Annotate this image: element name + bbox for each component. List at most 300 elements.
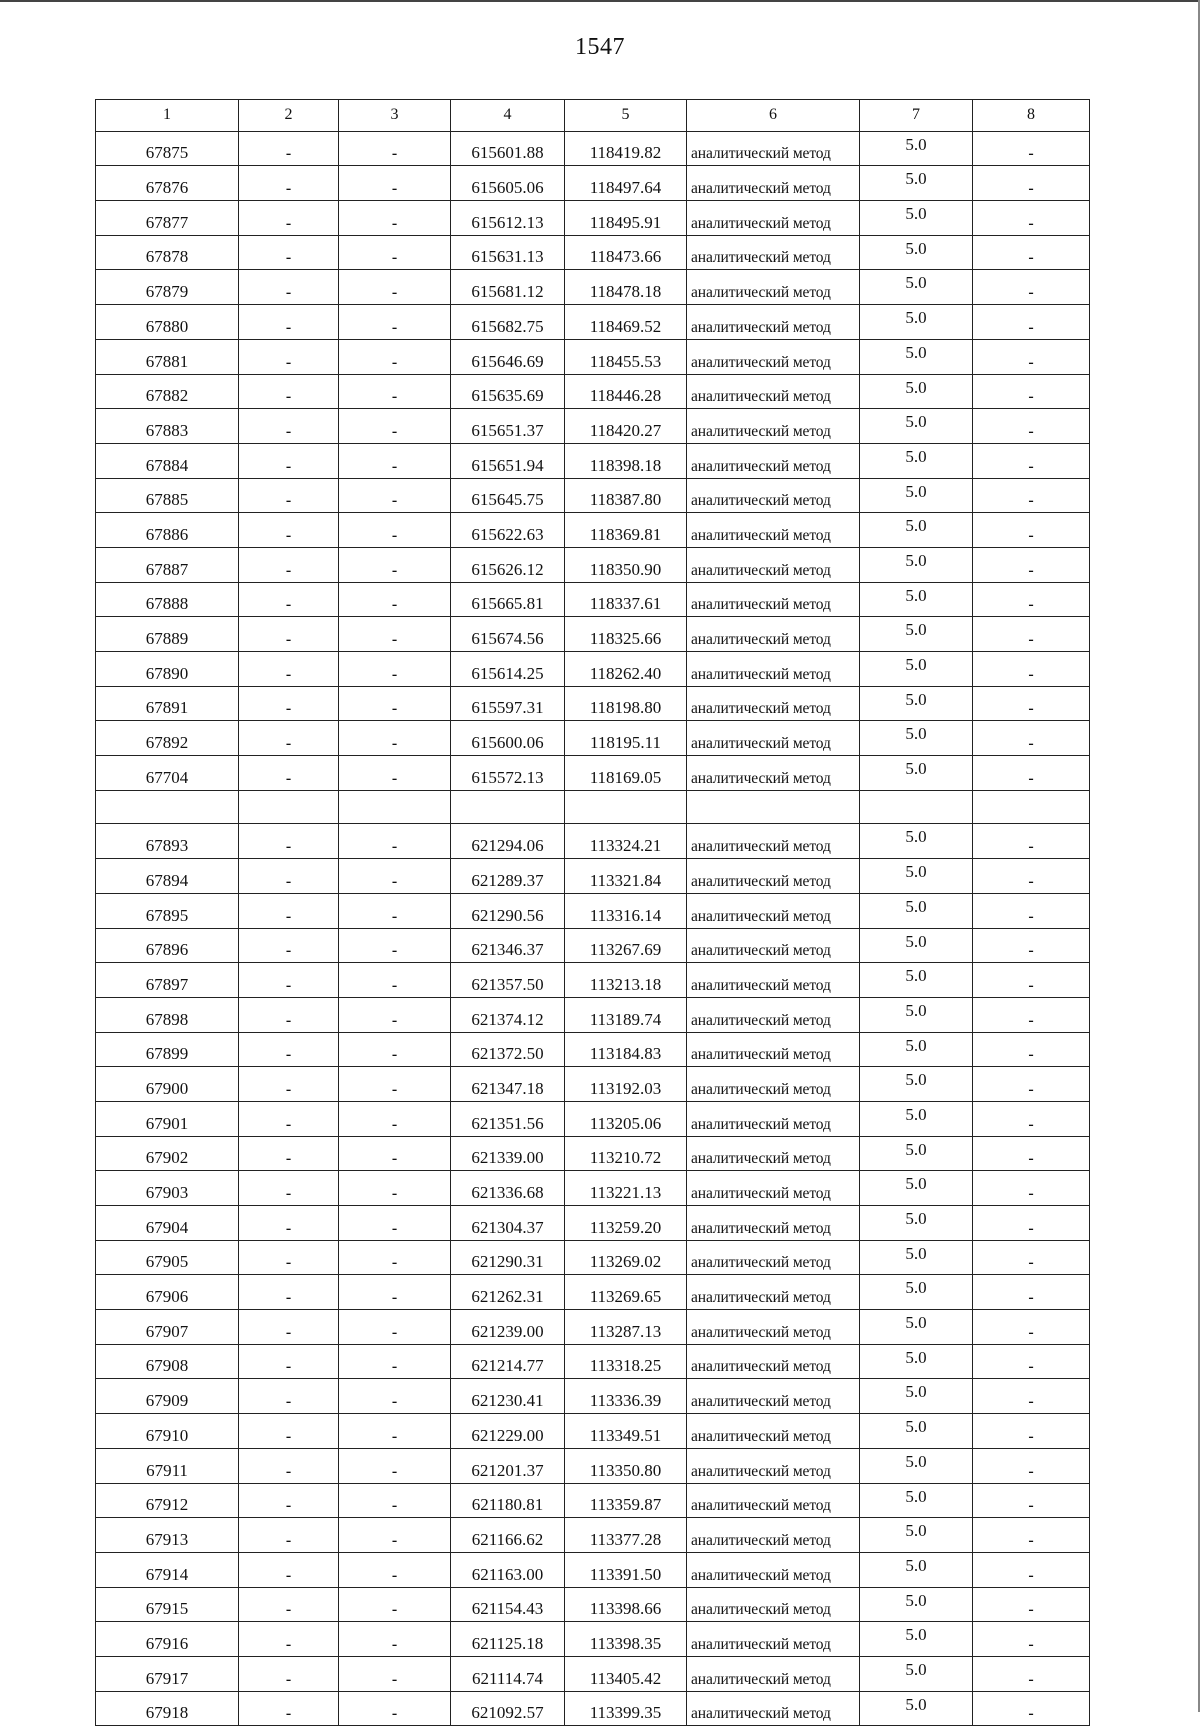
col3-cell: - — [339, 1240, 451, 1275]
col3-cell: - — [339, 1101, 451, 1136]
y-coordinate-cell: 118495.91 — [565, 201, 687, 236]
y-coordinate-cell: 113184.83 — [565, 1032, 687, 1067]
col2-cell: - — [239, 1136, 339, 1171]
accuracy-cell: 5.0 — [860, 1622, 973, 1657]
y-coordinate-cell: 118398.18 — [565, 443, 687, 478]
method-cell: аналитический метод — [687, 131, 860, 166]
x-coordinate-cell: 615674.56 — [451, 617, 565, 652]
x-coordinate-cell: 621180.81 — [451, 1483, 565, 1518]
point-number-cell: 67888 — [96, 582, 239, 617]
col2-cell: - — [239, 1240, 339, 1275]
y-coordinate-cell: 113359.87 — [565, 1483, 687, 1518]
x-coordinate-cell: 621351.56 — [451, 1101, 565, 1136]
method-cell: аналитический метод — [687, 893, 860, 928]
col3-cell: - — [339, 1032, 451, 1067]
table-row — [96, 1344, 1090, 1379]
point-number-cell: 67893 — [96, 824, 239, 859]
accuracy-cell: 5.0 — [860, 997, 973, 1032]
col8-cell: - — [973, 131, 1090, 166]
col8-cell: - — [973, 1032, 1090, 1067]
col8-cell: - — [973, 1379, 1090, 1414]
y-coordinate-cell: 118169.05 — [565, 756, 687, 791]
method-cell: аналитический метод — [687, 1240, 860, 1275]
accuracy-cell: 5.0 — [860, 1552, 973, 1587]
method-cell: аналитический метод — [687, 1067, 860, 1102]
col2-cell: - — [239, 270, 339, 305]
point-number-cell: 67889 — [96, 617, 239, 652]
method-cell: аналитический метод — [687, 1379, 860, 1414]
y-coordinate-cell: 118420.27 — [565, 409, 687, 444]
table-row — [96, 1032, 1090, 1067]
col8-cell: - — [973, 582, 1090, 617]
accuracy-cell: 5.0 — [860, 1310, 973, 1345]
method-cell: аналитический метод — [687, 1032, 860, 1067]
point-number-cell: 67909 — [96, 1379, 239, 1414]
accuracy-cell: 5.0 — [860, 1136, 973, 1171]
x-coordinate-cell: 621166.62 — [451, 1518, 565, 1553]
x-coordinate-cell: 615631.13 — [451, 235, 565, 270]
y-coordinate-cell: 113269.65 — [565, 1275, 687, 1310]
group-separator-row — [96, 790, 1090, 824]
col8-cell: - — [973, 1240, 1090, 1275]
col8-cell: - — [973, 305, 1090, 340]
col3-cell: - — [339, 1483, 451, 1518]
col3-cell: - — [339, 1171, 451, 1206]
col3-cell: - — [339, 547, 451, 582]
col3-cell: - — [339, 1518, 451, 1553]
table-row — [96, 131, 1090, 166]
table-row — [96, 582, 1090, 617]
x-coordinate-cell: 615605.06 — [451, 166, 565, 201]
col8-cell: - — [973, 1136, 1090, 1171]
y-coordinate-cell: 118469.52 — [565, 305, 687, 340]
accuracy-cell: 5.0 — [860, 859, 973, 894]
accuracy-cell: 5.0 — [860, 409, 973, 444]
table-row — [96, 824, 1090, 859]
table-row — [96, 721, 1090, 756]
accuracy-cell: 5.0 — [860, 1379, 973, 1414]
method-cell: аналитический метод — [687, 1344, 860, 1379]
method-cell: аналитический метод — [687, 478, 860, 513]
col3-cell: - — [339, 686, 451, 721]
col3-cell: - — [339, 1552, 451, 1587]
point-number-cell: 67877 — [96, 201, 239, 236]
table-row — [96, 1136, 1090, 1171]
col8-cell: - — [973, 1483, 1090, 1518]
col8-cell: - — [973, 166, 1090, 201]
x-coordinate-cell: 615614.25 — [451, 652, 565, 687]
accuracy-cell: 5.0 — [860, 1587, 973, 1622]
method-cell: аналитический метод — [687, 1414, 860, 1449]
col2-cell: - — [239, 1275, 339, 1310]
table-row — [96, 235, 1090, 270]
method-cell: аналитический метод — [687, 201, 860, 236]
x-coordinate-cell: 621294.06 — [451, 824, 565, 859]
empty-cell — [339, 790, 451, 824]
x-coordinate-cell: 621339.00 — [451, 1136, 565, 1171]
accuracy-cell: 5.0 — [860, 235, 973, 270]
y-coordinate-cell: 118350.90 — [565, 547, 687, 582]
table-row — [96, 756, 1090, 791]
table-row — [96, 201, 1090, 236]
col8-cell: - — [973, 721, 1090, 756]
point-number-cell: 67704 — [96, 756, 239, 791]
point-number-cell: 67918 — [96, 1691, 239, 1726]
col2-cell: - — [239, 721, 339, 756]
method-cell: аналитический метод — [687, 305, 860, 340]
col3-cell: - — [339, 652, 451, 687]
method-cell: аналитический метод — [687, 859, 860, 894]
col8-cell: - — [973, 1414, 1090, 1449]
method-cell: аналитический метод — [687, 963, 860, 998]
point-number-cell: 67892 — [96, 721, 239, 756]
col8-cell: - — [973, 928, 1090, 963]
y-coordinate-cell: 113324.21 — [565, 824, 687, 859]
col8-cell: - — [973, 686, 1090, 721]
empty-cell — [973, 790, 1090, 824]
col2-cell: - — [239, 1622, 339, 1657]
point-number-cell: 67900 — [96, 1067, 239, 1102]
table-row — [96, 1101, 1090, 1136]
col3-cell: - — [339, 1136, 451, 1171]
accuracy-cell: 5.0 — [860, 201, 973, 236]
col2-cell: - — [239, 131, 339, 166]
col8-cell: - — [973, 1206, 1090, 1241]
accuracy-cell: 5.0 — [860, 1518, 973, 1553]
y-coordinate-cell: 113210.72 — [565, 1136, 687, 1171]
x-coordinate-cell: 621290.56 — [451, 893, 565, 928]
x-coordinate-cell: 621114.74 — [451, 1656, 565, 1691]
col3-cell: - — [339, 756, 451, 791]
column-header: 3 — [339, 100, 451, 132]
accuracy-cell: 5.0 — [860, 1206, 973, 1241]
point-number-cell: 67878 — [96, 235, 239, 270]
y-coordinate-cell: 118325.66 — [565, 617, 687, 652]
table-row — [96, 270, 1090, 305]
col8-cell: - — [973, 1310, 1090, 1345]
y-coordinate-cell: 118262.40 — [565, 652, 687, 687]
table-row — [96, 1414, 1090, 1449]
accuracy-cell: 5.0 — [860, 617, 973, 652]
method-cell: аналитический метод — [687, 409, 860, 444]
point-number-cell: 67885 — [96, 478, 239, 513]
accuracy-cell: 5.0 — [860, 339, 973, 374]
accuracy-cell: 5.0 — [860, 1240, 973, 1275]
method-cell: аналитический метод — [687, 547, 860, 582]
x-coordinate-cell: 621092.57 — [451, 1691, 565, 1726]
col8-cell: - — [973, 1552, 1090, 1587]
col3-cell: - — [339, 443, 451, 478]
table-header-row — [96, 100, 1090, 132]
col8-cell: - — [973, 997, 1090, 1032]
table-row — [96, 1310, 1090, 1345]
table-row — [96, 443, 1090, 478]
method-cell: аналитический метод — [687, 443, 860, 478]
column-header: 2 — [239, 100, 339, 132]
col8-cell: - — [973, 478, 1090, 513]
x-coordinate-cell: 621262.31 — [451, 1275, 565, 1310]
point-number-cell: 67905 — [96, 1240, 239, 1275]
point-number-cell: 67896 — [96, 928, 239, 963]
accuracy-cell: 5.0 — [860, 443, 973, 478]
col2-cell: - — [239, 756, 339, 791]
col8-cell: - — [973, 1448, 1090, 1483]
col3-cell: - — [339, 1067, 451, 1102]
table-row — [96, 409, 1090, 444]
column-header: 6 — [687, 100, 860, 132]
col8-cell: - — [973, 374, 1090, 409]
method-cell: аналитический метод — [687, 166, 860, 201]
col3-cell: - — [339, 1344, 451, 1379]
col3-cell: - — [339, 131, 451, 166]
col2-cell: - — [239, 893, 339, 928]
table-row — [96, 1171, 1090, 1206]
table-row — [96, 547, 1090, 582]
col2-cell: - — [239, 1344, 339, 1379]
col8-cell: - — [973, 1622, 1090, 1657]
x-coordinate-cell: 621357.50 — [451, 963, 565, 998]
col3-cell: - — [339, 1414, 451, 1449]
accuracy-cell: 5.0 — [860, 1483, 973, 1518]
y-coordinate-cell: 113267.69 — [565, 928, 687, 963]
table-row — [96, 1483, 1090, 1518]
accuracy-cell: 5.0 — [860, 1414, 973, 1449]
x-coordinate-cell: 615646.69 — [451, 339, 565, 374]
method-cell: аналитический метод — [687, 1518, 860, 1553]
col3-cell: - — [339, 721, 451, 756]
accuracy-cell: 5.0 — [860, 1101, 973, 1136]
table-row — [96, 478, 1090, 513]
table-row — [96, 1275, 1090, 1310]
method-cell: аналитический метод — [687, 1136, 860, 1171]
empty-cell — [565, 790, 687, 824]
col3-cell: - — [339, 1310, 451, 1345]
col8-cell: - — [973, 1067, 1090, 1102]
col8-cell: - — [973, 1344, 1090, 1379]
point-number-cell: 67876 — [96, 166, 239, 201]
accuracy-cell: 5.0 — [860, 963, 973, 998]
col8-cell: - — [973, 443, 1090, 478]
accuracy-cell: 5.0 — [860, 1656, 973, 1691]
method-cell: аналитический метод — [687, 652, 860, 687]
y-coordinate-cell: 118337.61 — [565, 582, 687, 617]
empty-cell — [451, 790, 565, 824]
accuracy-cell: 5.0 — [860, 478, 973, 513]
x-coordinate-cell: 621163.00 — [451, 1552, 565, 1587]
accuracy-cell: 5.0 — [860, 721, 973, 756]
method-cell: аналитический метод — [687, 582, 860, 617]
accuracy-cell: 5.0 — [860, 166, 973, 201]
y-coordinate-cell: 118419.82 — [565, 131, 687, 166]
x-coordinate-cell: 615645.75 — [451, 478, 565, 513]
col3-cell: - — [339, 1275, 451, 1310]
col8-cell: - — [973, 1171, 1090, 1206]
table-row — [96, 1206, 1090, 1241]
column-header: 7 — [860, 100, 973, 132]
y-coordinate-cell: 118478.18 — [565, 270, 687, 305]
accuracy-cell: 5.0 — [860, 652, 973, 687]
col2-cell: - — [239, 1171, 339, 1206]
method-cell: аналитический метод — [687, 721, 860, 756]
method-cell: аналитический метод — [687, 617, 860, 652]
x-coordinate-cell: 621230.41 — [451, 1379, 565, 1414]
y-coordinate-cell: 113189.74 — [565, 997, 687, 1032]
point-number-cell: 67904 — [96, 1206, 239, 1241]
x-coordinate-cell: 621347.18 — [451, 1067, 565, 1102]
col2-cell: - — [239, 617, 339, 652]
column-header: 8 — [973, 100, 1090, 132]
x-coordinate-cell: 621125.18 — [451, 1622, 565, 1657]
method-cell: аналитический метод — [687, 1171, 860, 1206]
table-row — [96, 1067, 1090, 1102]
point-number-cell: 67883 — [96, 409, 239, 444]
point-number-cell: 67894 — [96, 859, 239, 894]
empty-cell — [687, 790, 860, 824]
col3-cell: - — [339, 1448, 451, 1483]
point-number-cell: 67875 — [96, 131, 239, 166]
y-coordinate-cell: 113391.50 — [565, 1552, 687, 1587]
method-cell: аналитический метод — [687, 1275, 860, 1310]
method-cell: аналитический метод — [687, 1691, 860, 1726]
point-number-cell: 67879 — [96, 270, 239, 305]
point-number-cell: 67884 — [96, 443, 239, 478]
accuracy-cell: 5.0 — [860, 1344, 973, 1379]
y-coordinate-cell: 118497.64 — [565, 166, 687, 201]
col3-cell: - — [339, 963, 451, 998]
table-row — [96, 1552, 1090, 1587]
col2-cell: - — [239, 997, 339, 1032]
method-cell: аналитический метод — [687, 374, 860, 409]
table-row — [96, 928, 1090, 963]
col8-cell: - — [973, 756, 1090, 791]
col2-cell: - — [239, 963, 339, 998]
col3-cell: - — [339, 859, 451, 894]
table-body — [96, 131, 1090, 1726]
point-number-cell: 67908 — [96, 1344, 239, 1379]
col2-cell: - — [239, 409, 339, 444]
point-number-cell: 67916 — [96, 1622, 239, 1657]
y-coordinate-cell: 113221.13 — [565, 1171, 687, 1206]
method-cell: аналитический метод — [687, 686, 860, 721]
col2-cell: - — [239, 1310, 339, 1345]
y-coordinate-cell: 113259.20 — [565, 1206, 687, 1241]
col3-cell: - — [339, 1379, 451, 1414]
col8-cell: - — [973, 1587, 1090, 1622]
table-row — [96, 1518, 1090, 1553]
col3-cell: - — [339, 339, 451, 374]
col8-cell: - — [973, 1691, 1090, 1726]
col2-cell: - — [239, 824, 339, 859]
col3-cell: - — [339, 409, 451, 444]
col2-cell: - — [239, 1414, 339, 1449]
col3-cell: - — [339, 478, 451, 513]
table-row — [96, 374, 1090, 409]
col2-cell: - — [239, 1032, 339, 1067]
point-number-cell: 67911 — [96, 1448, 239, 1483]
scan-edge-top — [0, 0, 1200, 2]
col3-cell: - — [339, 824, 451, 859]
x-coordinate-cell: 621154.43 — [451, 1587, 565, 1622]
y-coordinate-cell: 118387.80 — [565, 478, 687, 513]
empty-cell — [860, 790, 973, 824]
point-number-cell: 67880 — [96, 305, 239, 340]
table-row — [96, 859, 1090, 894]
method-cell: аналитический метод — [687, 1587, 860, 1622]
col8-cell: - — [973, 409, 1090, 444]
col3-cell: - — [339, 374, 451, 409]
col8-cell: - — [973, 824, 1090, 859]
y-coordinate-cell: 113336.39 — [565, 1379, 687, 1414]
col2-cell: - — [239, 1101, 339, 1136]
method-cell: аналитический метод — [687, 1483, 860, 1518]
method-cell: аналитический метод — [687, 513, 860, 548]
y-coordinate-cell: 113318.25 — [565, 1344, 687, 1379]
y-coordinate-cell: 118473.66 — [565, 235, 687, 270]
x-coordinate-cell: 621372.50 — [451, 1032, 565, 1067]
col2-cell: - — [239, 166, 339, 201]
accuracy-cell: 5.0 — [860, 824, 973, 859]
y-coordinate-cell: 113350.80 — [565, 1448, 687, 1483]
method-cell: аналитический метод — [687, 1101, 860, 1136]
accuracy-cell: 5.0 — [860, 1032, 973, 1067]
y-coordinate-cell: 113269.02 — [565, 1240, 687, 1275]
y-coordinate-cell: 113287.13 — [565, 1310, 687, 1345]
table-row — [96, 166, 1090, 201]
accuracy-cell: 5.0 — [860, 928, 973, 963]
accuracy-cell: 5.0 — [860, 374, 973, 409]
point-number-cell: 67890 — [96, 652, 239, 687]
col2-cell: - — [239, 1518, 339, 1553]
method-cell: аналитический метод — [687, 928, 860, 963]
col2-cell: - — [239, 1448, 339, 1483]
method-cell: аналитический метод — [687, 997, 860, 1032]
x-coordinate-cell: 621346.37 — [451, 928, 565, 963]
col3-cell: - — [339, 997, 451, 1032]
accuracy-cell: 5.0 — [860, 893, 973, 928]
table-row — [96, 1240, 1090, 1275]
x-coordinate-cell: 615600.06 — [451, 721, 565, 756]
table-row — [96, 893, 1090, 928]
col8-cell: - — [973, 270, 1090, 305]
method-cell: аналитический метод — [687, 1622, 860, 1657]
col8-cell: - — [973, 1518, 1090, 1553]
col8-cell: - — [973, 617, 1090, 652]
point-number-cell: 67901 — [96, 1101, 239, 1136]
col2-cell: - — [239, 305, 339, 340]
accuracy-cell: 5.0 — [860, 1448, 973, 1483]
col8-cell: - — [973, 963, 1090, 998]
y-coordinate-cell: 113321.84 — [565, 859, 687, 894]
point-number-cell: 67903 — [96, 1171, 239, 1206]
y-coordinate-cell: 113316.14 — [565, 893, 687, 928]
col3-cell: - — [339, 617, 451, 652]
x-coordinate-cell: 621214.77 — [451, 1344, 565, 1379]
col8-cell: - — [973, 339, 1090, 374]
point-number-cell: 67913 — [96, 1518, 239, 1553]
table-row — [96, 1587, 1090, 1622]
y-coordinate-cell: 113349.51 — [565, 1414, 687, 1449]
table-row — [96, 1691, 1090, 1726]
col3-cell: - — [339, 1622, 451, 1657]
point-number-cell: 67895 — [96, 893, 239, 928]
col2-cell: - — [239, 652, 339, 687]
x-coordinate-cell: 615572.13 — [451, 756, 565, 791]
accuracy-cell: 5.0 — [860, 1275, 973, 1310]
col3-cell: - — [339, 1691, 451, 1726]
col8-cell: - — [973, 201, 1090, 236]
table-row — [96, 1448, 1090, 1483]
point-number-cell: 67891 — [96, 686, 239, 721]
